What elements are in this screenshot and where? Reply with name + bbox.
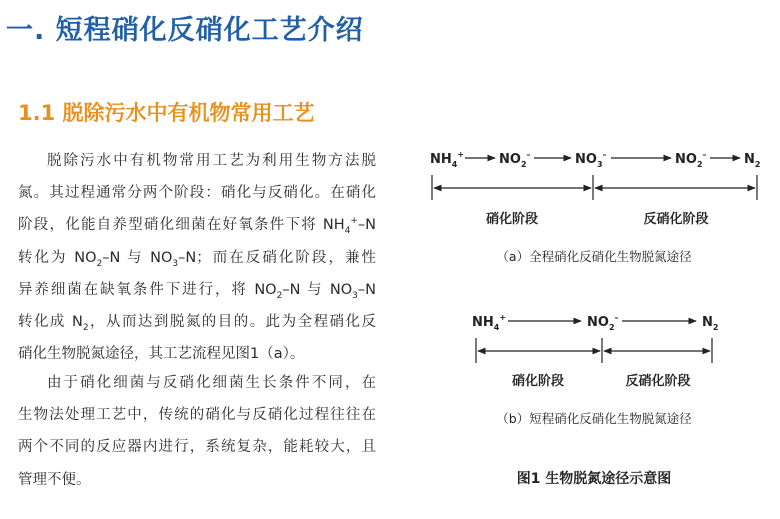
pathway-a-stage-bracket: [432, 175, 757, 200]
para1-line: 转化为 $NO_2-N$ 与 $NO_3-N$；而在反硝化阶段，兼性: [18, 249, 376, 269]
para2-line: 生物法处理工艺中，传统的硝化与反硝化过程往往在: [18, 407, 376, 424]
stage-label-denitrification-a: 反硝化阶段: [643, 212, 709, 227]
para2-line: 两个不同的反应器内进行，系统复杂，能耗较大，且: [18, 439, 376, 456]
subsection-title: 1.1 脱除污水中有机物常用工艺: [18, 101, 315, 125]
para2-line: 由于硝化细菌与反硝化细菌生长条件不同，在: [47, 375, 376, 391]
pathway-diagram: [400, 130, 780, 519]
species-a-1: $NO_2^-$: [499, 150, 531, 169]
figure-title: 图1 生物脱氮途径示意图: [516, 471, 672, 487]
species-b-1: $NO_2^-$: [587, 313, 619, 332]
species-b-2: $N_2$: [702, 315, 719, 332]
pathway-b-species: [472, 313, 718, 332]
nitrogen-removal-figure: [400, 130, 780, 519]
stage-label-nitrification-a: 硝化阶段: [485, 212, 539, 227]
paragraph-2: [18, 367, 376, 496]
species-b-0: $NH_4^+$: [472, 313, 507, 332]
para2-line: 管理不便。: [18, 471, 91, 488]
caption-a: （a）全程硝化反硝化生物脱氮途径: [496, 249, 692, 264]
para1-line: 转化成 $N_2$，从而达到脱氮的目的。此为全程硝化反: [18, 313, 376, 333]
species-a-0: $NH_4^+$: [430, 150, 465, 169]
para1-line: 硝化生物脱氮途径，其工艺流程见图1（a）。: [18, 346, 305, 363]
paragraph-1: [18, 145, 376, 370]
pathway-a-species: [430, 150, 760, 169]
caption-b: （b）短程硝化反硝化生物脱氮途径: [496, 411, 692, 426]
para1-line: 阶段，化能自养型硝化细菌在好氧条件下将 $NH_4^+-N$: [18, 216, 376, 237]
stage-label-denitrification-b: 反硝化阶段: [625, 374, 691, 389]
species-a-2: $NO_3^-$: [575, 150, 607, 169]
section-title: 一. 短程硝化反硝化工艺介绍: [6, 15, 364, 46]
species-a-3: $NO_2^-$: [675, 150, 707, 169]
para1-line: 异养细菌在缺氧条件下进行，将 $NO_2-N$ 与 $NO_3-N$: [18, 281, 376, 301]
para1-line: 脱除污水中有机物常用工艺为利用生物方法脱: [47, 153, 376, 169]
pathway-b-stage-bracket: [476, 338, 712, 363]
species-a-4: $N_2$: [744, 152, 761, 169]
stage-label-nitrification-b: 硝化阶段: [511, 374, 565, 389]
para1-line: 氮。其过程通常分两个阶段：硝化与反硝化。在硝化: [18, 185, 376, 202]
